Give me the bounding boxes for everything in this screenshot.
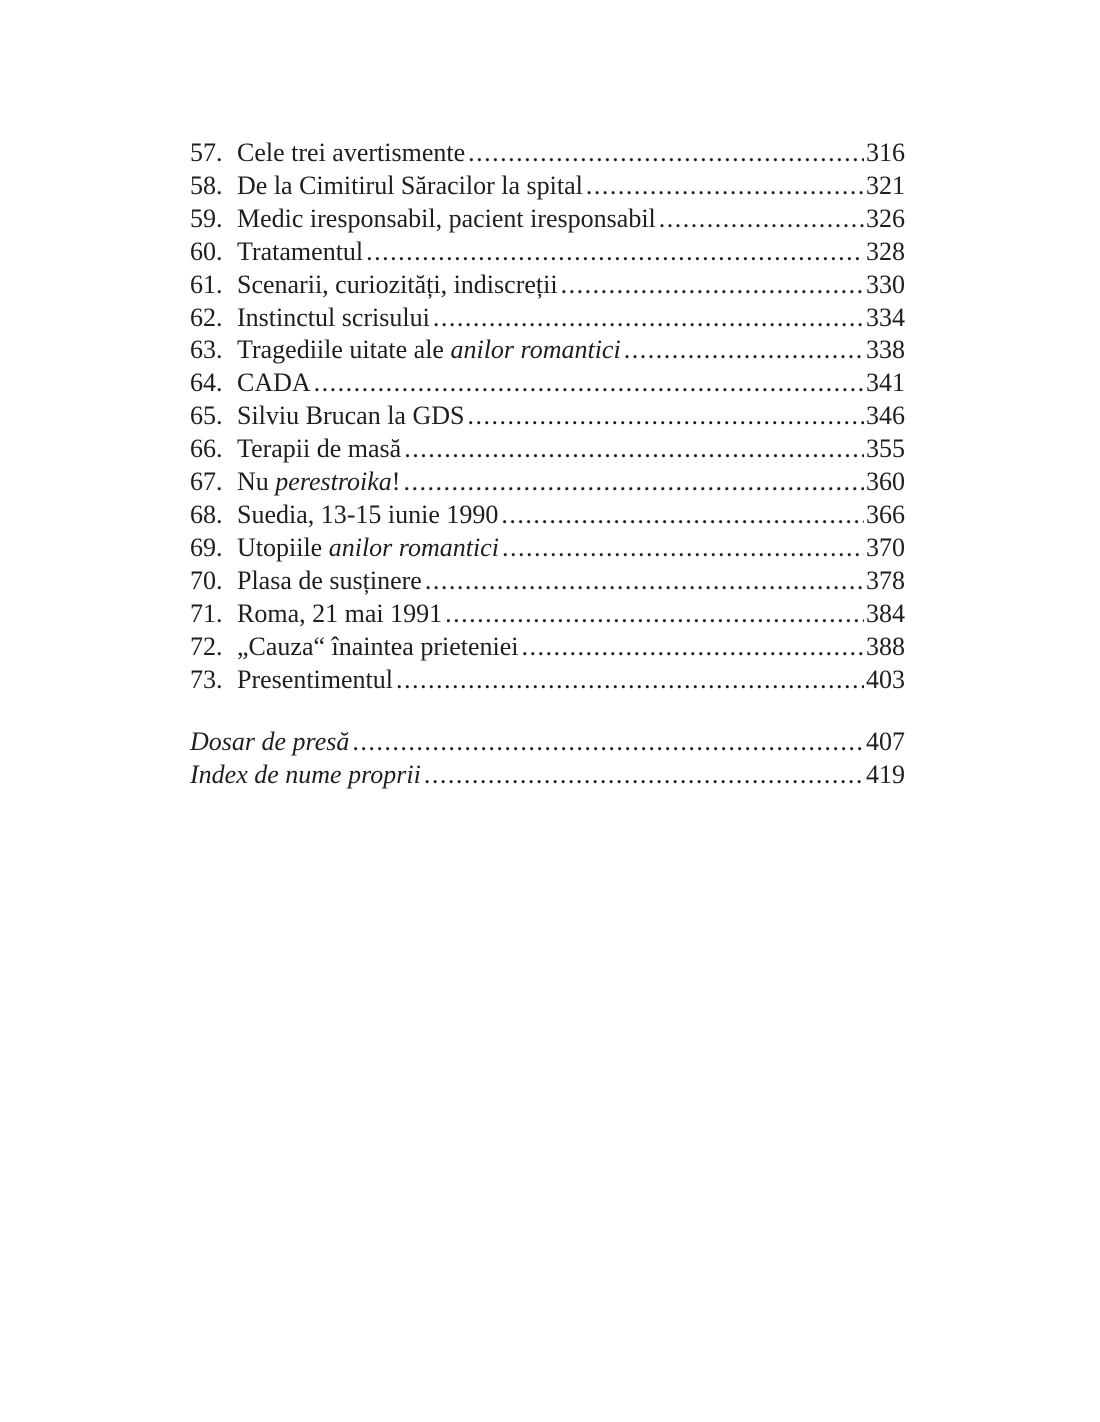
entry-page: 360 — [866, 467, 905, 497]
dot-leader — [624, 334, 864, 367]
entry-page: 330 — [866, 269, 905, 299]
toc-entry — [190, 302, 905, 335]
entry-number: 64. — [190, 368, 223, 398]
entry-page: 346 — [866, 401, 905, 431]
entry-title — [237, 532, 499, 565]
entry-page: 378 — [866, 565, 905, 595]
dot-leader — [561, 269, 864, 302]
entry-number: 73. — [190, 664, 223, 694]
toc-entry — [190, 565, 905, 598]
dot-leader — [468, 400, 865, 433]
title-segment: Suedia, 13-15 iunie 1990 — [237, 499, 499, 529]
backmatter-entry — [190, 726, 905, 759]
title-segment: Medic iresponsabil, pacient iresponsabil — [237, 203, 656, 233]
title-segment: anilor romantici — [450, 335, 621, 365]
entry-title — [190, 759, 421, 792]
title-segment: Terapii de masă — [237, 434, 402, 464]
toc-entry — [190, 334, 905, 367]
entry-page: 388 — [866, 631, 905, 661]
backmatter-entry — [190, 759, 905, 792]
entry-title — [237, 137, 465, 170]
entry-title — [237, 664, 393, 697]
title-segment: Utopiile — [237, 532, 329, 562]
entry-title — [237, 302, 430, 335]
entry-title — [237, 631, 519, 664]
entry-number: 65. — [190, 401, 223, 431]
entry-number: 68. — [190, 499, 223, 529]
entry-title — [237, 466, 400, 499]
entry-page: 366 — [866, 499, 905, 529]
title-segment: Dosar de presă — [190, 727, 350, 757]
title-segment: Plasa de susținere — [237, 565, 422, 595]
entry-number: 66. — [190, 434, 223, 464]
dot-leader — [366, 236, 864, 269]
entry-number: 60. — [190, 236, 223, 266]
toc-list — [190, 137, 905, 696]
entry-page: 407 — [866, 727, 905, 757]
title-segment: perestroika — [275, 467, 392, 497]
dot-leader — [433, 302, 864, 335]
toc-entry — [190, 466, 905, 499]
entry-number: 71. — [190, 598, 223, 628]
entry-title — [237, 269, 558, 302]
title-segment: Instinctul scrisului — [237, 302, 430, 332]
entry-page: 355 — [866, 434, 905, 464]
entry-page: 321 — [866, 170, 905, 200]
entry-page: 334 — [866, 302, 905, 332]
toc-entry — [190, 400, 905, 433]
dot-leader — [445, 598, 864, 631]
entry-title — [190, 726, 349, 759]
entry-page: 384 — [866, 598, 905, 628]
title-segment: De la Cimitirul Săracilor la spital — [237, 170, 583, 200]
title-segment: Tratamentul — [237, 236, 364, 266]
entry-page: 338 — [866, 335, 905, 365]
entry-title — [237, 334, 621, 367]
entry-page: 328 — [866, 236, 905, 266]
dot-leader — [502, 532, 864, 565]
entry-number: 59. — [190, 203, 223, 233]
entry-title — [237, 236, 363, 269]
toc-entry — [190, 532, 905, 565]
toc-entry — [190, 170, 905, 203]
dot-leader — [501, 499, 864, 532]
entry-number: 72. — [190, 631, 223, 661]
entry-number: 63. — [190, 335, 223, 365]
toc-entry — [190, 664, 905, 697]
title-segment: „Cauza“ înaintea prieteniei — [237, 631, 519, 661]
dot-leader — [404, 433, 864, 466]
title-segment: anilor romantici — [328, 532, 499, 562]
title-segment: CADA — [237, 368, 311, 398]
entry-title — [237, 499, 498, 532]
backmatter-list — [190, 726, 905, 792]
title-segment: Silviu Brucan la GDS — [237, 401, 465, 431]
title-segment: Nu — [237, 467, 276, 497]
title-segment: ! — [391, 467, 401, 497]
entry-title — [237, 203, 656, 236]
dot-leader — [586, 170, 864, 203]
dot-leader — [522, 631, 864, 664]
entry-number: 69. — [190, 532, 223, 562]
entry-title — [237, 170, 583, 203]
entry-number: 70. — [190, 565, 223, 595]
entry-page: 370 — [866, 532, 905, 562]
entry-title — [237, 433, 401, 466]
toc-entry — [190, 631, 905, 664]
dot-leader — [468, 137, 864, 170]
toc-entry — [190, 598, 905, 631]
title-segment: Cele trei avertismente — [237, 138, 466, 167]
entry-number: 67. — [190, 467, 223, 497]
entry-number: 57. — [190, 138, 223, 167]
entry-title — [237, 400, 465, 433]
title-segment: Presentimentul — [237, 664, 393, 694]
toc-entry — [190, 367, 905, 400]
entry-number: 62. — [190, 302, 223, 332]
dot-leader — [352, 726, 864, 759]
entry-page: 326 — [866, 203, 905, 233]
title-segment: Scenarii, curiozități, indiscreții — [237, 269, 558, 299]
entry-title — [237, 565, 422, 598]
entry-page: 419 — [866, 760, 905, 790]
title-segment: Tragediile uitate ale — [237, 335, 451, 365]
toc-entry — [190, 499, 905, 532]
dot-leader — [396, 664, 864, 697]
entry-title — [237, 367, 311, 400]
dot-leader — [314, 367, 864, 400]
dot-leader — [424, 759, 864, 792]
title-segment: Roma, 21 mai 1991 — [237, 598, 443, 628]
toc-entry — [190, 203, 905, 236]
toc-entry — [190, 433, 905, 466]
entry-page: 316 — [866, 138, 905, 167]
entry-page: 403 — [866, 664, 905, 694]
dot-leader — [425, 565, 864, 598]
toc-entry — [190, 137, 905, 170]
entry-page: 341 — [866, 368, 905, 398]
entry-title — [237, 598, 442, 631]
dot-leader — [659, 203, 864, 236]
toc-entry — [190, 269, 905, 302]
entry-number: 61. — [190, 269, 223, 299]
dot-leader — [403, 466, 864, 499]
toc-entry — [190, 236, 905, 269]
title-segment: Index de nume proprii — [190, 760, 421, 790]
entry-number: 58. — [190, 170, 223, 200]
